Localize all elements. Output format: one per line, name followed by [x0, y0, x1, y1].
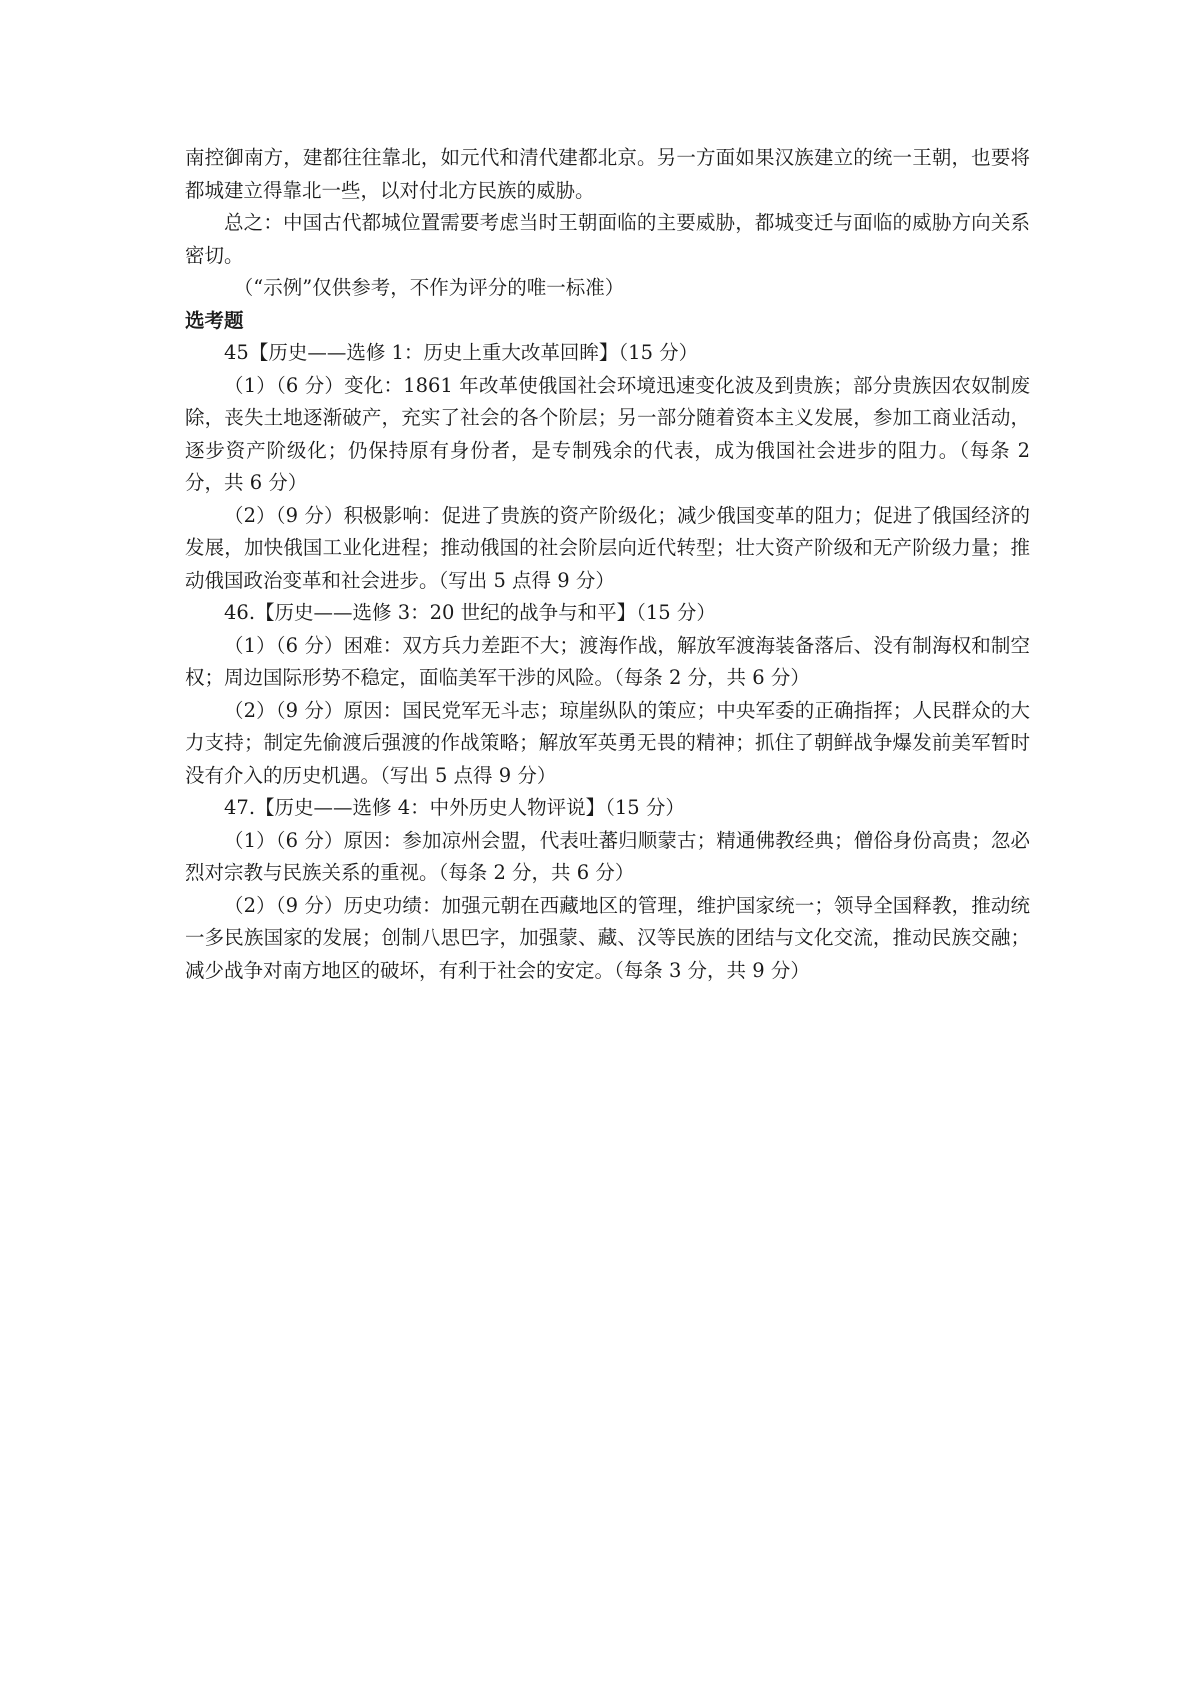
q45-title: 45【历史——选修 1：历史上重大改革回眸】（15 分）	[224, 341, 699, 364]
q45-part1: （1）（6 分）变化：1861 年改革使俄国社会环境迅速变化波及到贵族；部分贵族因农奴制废除，丧失土地逐渐破产，充实了社会的各个阶层；另一部分随着资本主义发展，参加工商业活动，逐步资产阶级化；仍保持原有身份者，是专制残余的代表，成为俄国社会进步的阻力。（每条 2 分，共 6 分）	[185, 373, 1030, 494]
q47-title: 47.【历史——选修 4：中外历史人物评说】（15 分）	[224, 796, 685, 819]
intro-paragraph: 南控御南方，建都往往靠北，如元代和清代建都北京。另一方面如果汉族建立的统一王朝，也要将都城建立得靠北一些，以对付北方民族的威胁。	[185, 146, 1030, 202]
q46-part2: （2）（9 分）原因：国民党军无斗志；琼崖纵队的策应；中央军委的正确指挥；人民群众的大力支持；制定先偷渡后强渡的作战策略；解放军英勇无畏的精神；抓住了朝鲜战争爆发前美军暂时没有介入的历史机遇。（写出 5 点得 9 分）	[185, 698, 1030, 787]
q45-part2: （2）（9 分）积极影响：促进了贵族的资产阶级化；减少俄国变革的阻力；促进了俄国经济的发展，加快俄国工业化进程；推动俄国的社会阶层向近代转型；壮大资产阶级和无产阶级力量；推动俄国政治变革和社会进步。（写出 5 点得 9 分）	[185, 503, 1030, 592]
reference-note: （“示例”仅供参考，不作为评分的唯一标准）	[233, 276, 625, 299]
q46-title: 46.【历史——选修 3：20 世纪的战争与和平】（15 分）	[224, 601, 716, 624]
section-title: 选考题	[185, 308, 244, 332]
summary-paragraph: 总之：中国古代都城位置需要考虑当时王朝面临的主要威胁，都城变迁与面临的威胁方向关系密切。	[185, 211, 1030, 267]
q47-part1: （1）（6 分）原因：参加凉州会盟，代表吐蕃归顺蒙古；精通佛教经典；僧俗身份高贵；忽必烈对宗教与民族关系的重视。（每条 2 分，共 6 分）	[185, 828, 1030, 884]
document-page	[185, 142, 1030, 987]
q46-part1: （1）（6 分）困难：双方兵力差距不大；渡海作战，解放军渡海装备落后、没有制海权和制空权；周边国际形势不稳定，面临美军干涉的风险。（每条 2 分，共 6 分）	[185, 633, 1030, 689]
q47-part2: （2）（9 分）历史功绩：加强元朝在西藏地区的管理，维护国家统一；领导全国释教，推动统一多民族国家的发展；创制八思巴字，加强蒙、藏、汉等民族的团结与文化交流，推动民族交融；减少战争对南方地区的破坏，有利于社会的安定。（每条 3 分，共 9 分）	[185, 893, 1030, 982]
